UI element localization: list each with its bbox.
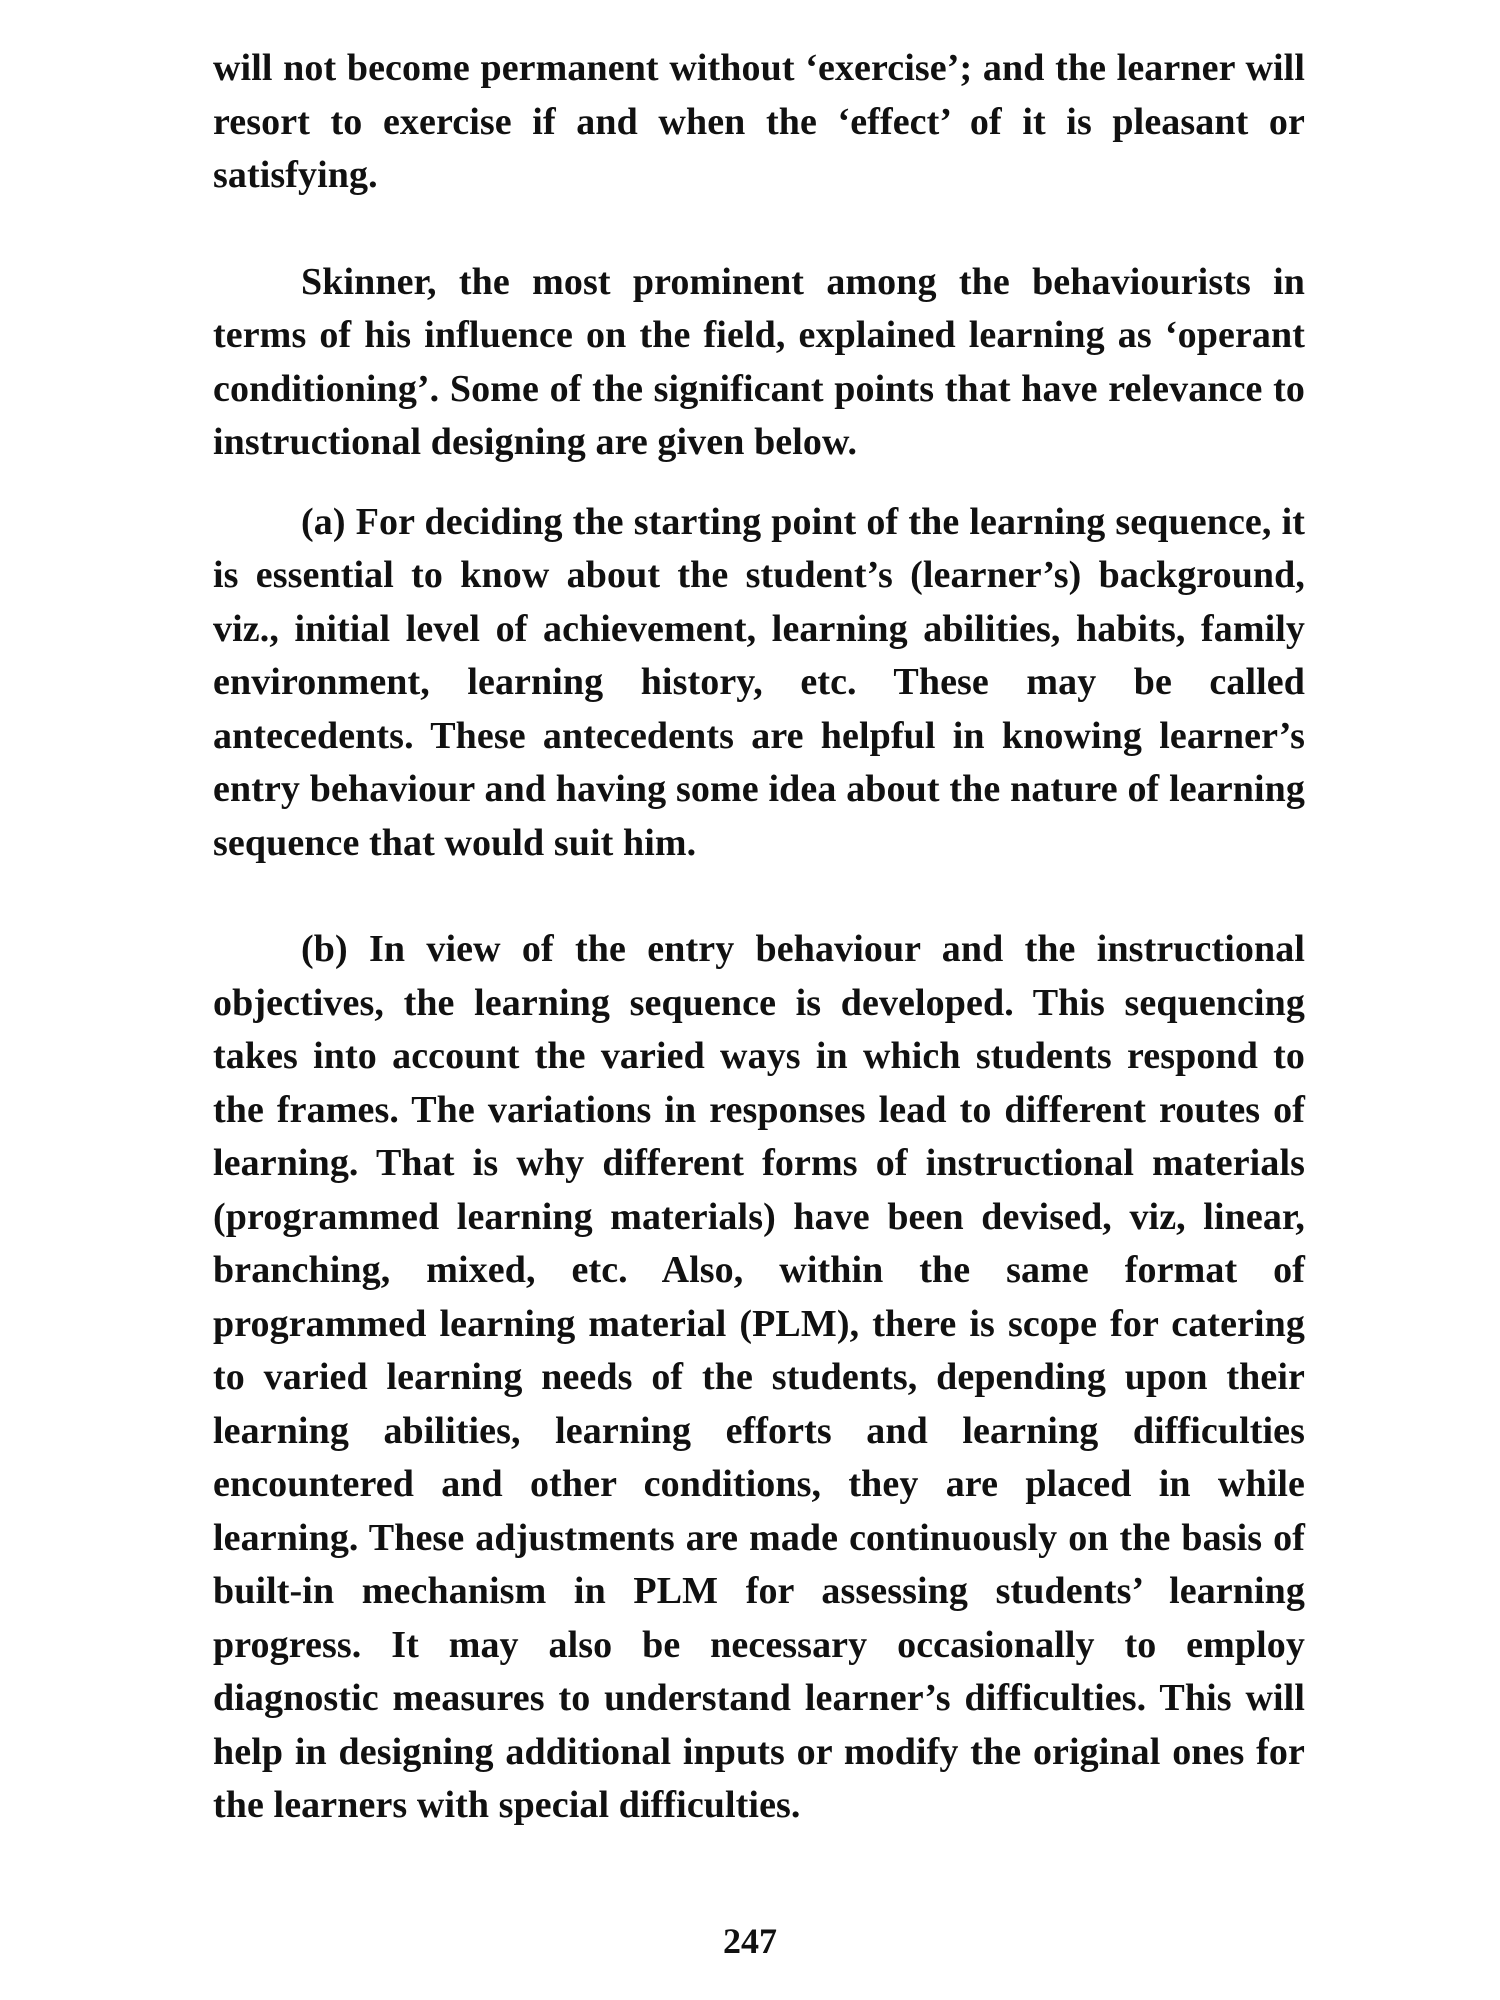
paragraph-continuation: will not become permanent without ‘exercise’; and the learner will resort to exercise if and when the ‘effect’ of it is pleasant or satisfying. xyxy=(213,47,1305,196)
page-number: 247 xyxy=(723,1921,777,1961)
paragraph-point-a: (a) For deciding the starting point of the learning sequence, it is essential to know about the student’s (learner’s) background, viz., initial level of achievement, learning abilities, habits, family environment, learning history, etc. These may be called antecedents. These antecedents are helpful in knowing learner’s entry behaviour and having some idea about the nature of learning sequence that would suit him. xyxy=(213,500,1305,864)
paragraph-skinner: Skinner, the most prominent among the behaviourists in terms of his influence on the field, explained learning as ‘operant conditioning’. Some of the significant points that have relevance to instructional designing are given below. xyxy=(213,260,1305,463)
body-text xyxy=(213,42,1305,1833)
paragraph-point-b: (b) In view of the entry behaviour and the instructional objectives, the learning sequence is developed. This sequencing takes into account the varied ways in which students respond to the frames. The variations in responses lead to different routes of learning. That is why different forms of instructional materials (programmed learning materials) have been devised, viz, linear, branching, mixed, etc. Also, within the same format of programmed learning material (PLM), there is scope for catering to varied learning needs of the students, depending upon their learning abilities, learning efforts and learning difficulties encountered and other conditions, they are placed in while learning. These adjustments are made continuously on the basis of built-in mechanism in PLM for assessing students’ learning progress. It may also be necessary occasionally to employ diagnostic measures to understand learner’s difficulties. This will help in designing additional inputs or modify the original ones for the learners with special difficulties. xyxy=(213,928,1305,1826)
